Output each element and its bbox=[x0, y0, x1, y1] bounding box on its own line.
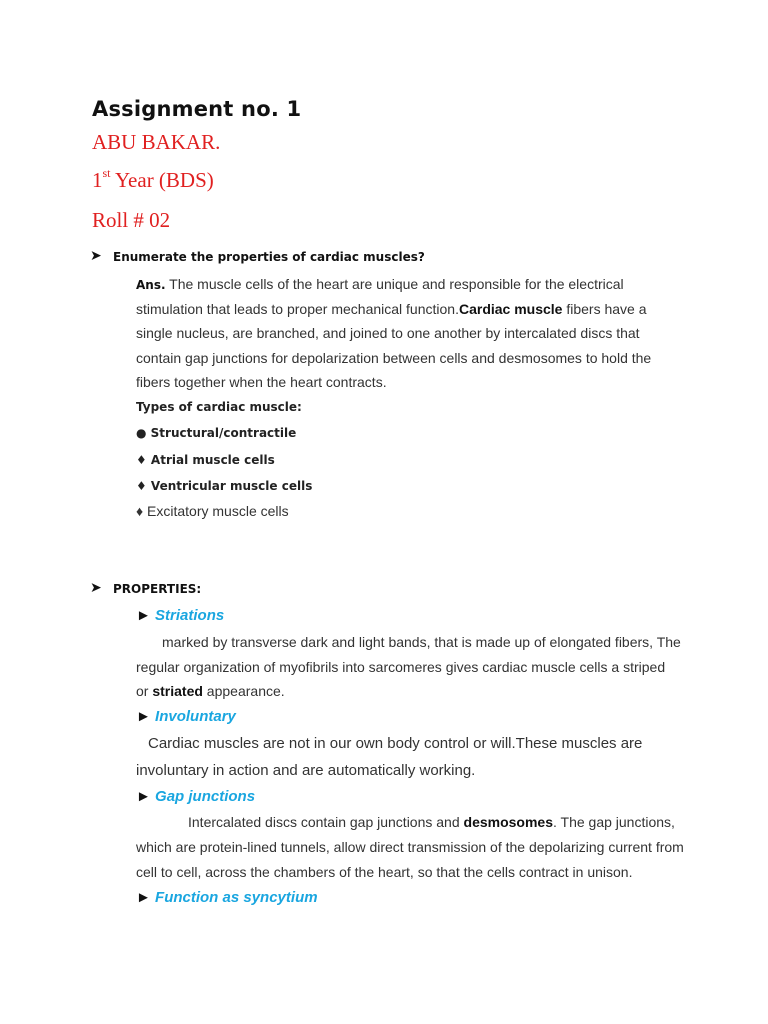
student-name: ABU BAKAR. bbox=[92, 130, 221, 154]
year-line bbox=[92, 168, 214, 193]
arrow-bullet-icon: ➤ bbox=[90, 248, 102, 264]
type-item-excitatory: ♦ Excitatory muscle cells bbox=[136, 503, 289, 519]
triangle-bullet-icon: ► bbox=[136, 889, 151, 906]
striations-line-2: regular organization of myofibrils into sarcomeres gives cardiac muscle cells a striped bbox=[136, 659, 666, 675]
types-heading: Types of cardiac muscle: bbox=[136, 400, 302, 414]
striations-line-1: marked by transverse dark and light bands, that is made up of elongated fibers, The bbox=[162, 634, 681, 650]
answer-text-1: The muscle cells of the heart are unique and responsible for the electrical bbox=[165, 276, 624, 292]
year-text: Year (BDS) bbox=[110, 168, 214, 192]
type-item-structural: ● Structural/contractile bbox=[136, 426, 297, 440]
assignment-title: Assignment no. 1 bbox=[92, 97, 302, 121]
type-item-atrial: ♦ Atrial muscle cells bbox=[136, 453, 275, 467]
cardiac-muscle-term: Cardiac muscle bbox=[458, 301, 563, 317]
type-item-ventricular: ♦ Ventricular muscle cells bbox=[136, 479, 313, 493]
desmosomes-term: desmosomes bbox=[463, 814, 553, 830]
involuntary-heading bbox=[136, 708, 236, 725]
arrow-bullet-icon: ➤ bbox=[90, 580, 102, 596]
answer-line-2 bbox=[136, 301, 647, 317]
syncytium-heading bbox=[136, 889, 318, 906]
gap-line-2: which are protein-lined tunnels, allow direct transmission of the depolarizing current from bbox=[136, 839, 684, 855]
striations-heading bbox=[136, 607, 224, 624]
triangle-bullet-icon: ► bbox=[136, 708, 151, 725]
answer-line-4: contain gap junctions for depolarization between cells and desmosomes to hold the bbox=[136, 350, 652, 366]
triangle-bullet-icon: ► bbox=[136, 788, 151, 805]
properties-heading: PROPERTIES: bbox=[113, 582, 202, 596]
striated-term: striated bbox=[152, 683, 203, 699]
involuntary-line-2: involuntary in action and are automatically working. bbox=[136, 762, 476, 779]
answer-text-2: stimulation that leads to proper mechanical function. bbox=[136, 301, 459, 317]
answer-line-1 bbox=[136, 276, 624, 292]
roll-number: Roll # 02 bbox=[92, 208, 171, 232]
striations-line-3-pre: or bbox=[136, 683, 153, 699]
syncytium-label: Function as syncytium bbox=[155, 889, 318, 906]
gap-line-1-post: . The gap junctions, bbox=[553, 814, 675, 830]
gap-line-1 bbox=[188, 814, 675, 830]
gap-junctions-heading bbox=[136, 788, 255, 805]
striations-line-3-post: appearance. bbox=[202, 683, 285, 699]
answer-line-5: fibers together when the heart contracts. bbox=[136, 374, 387, 390]
striations-line-3 bbox=[136, 683, 285, 699]
gap-junctions-label: Gap junctions bbox=[155, 788, 256, 805]
gap-line-3: cell to cell, across the chambers of the heart, so that the cells contract in unison. bbox=[136, 864, 633, 880]
striations-label: Striations bbox=[155, 607, 225, 624]
year-superscript: st bbox=[102, 166, 111, 180]
answer-text-3: fibers have a bbox=[562, 301, 647, 317]
answer-line-3: single nucleus, are branched, and joined to one another by intercalated discs that bbox=[136, 325, 640, 341]
question-heading: Enumerate the properties of cardiac muscles? bbox=[113, 250, 425, 264]
involuntary-label: Involuntary bbox=[155, 708, 236, 725]
answer-label: Ans. bbox=[136, 278, 166, 292]
involuntary-line-1: Cardiac muscles are not in our own body control or will.These muscles are bbox=[148, 735, 643, 752]
year-number: 1 bbox=[92, 168, 103, 192]
triangle-bullet-icon: ► bbox=[136, 607, 151, 624]
gap-line-1-pre: Intercalated discs contain gap junctions and bbox=[188, 814, 464, 830]
